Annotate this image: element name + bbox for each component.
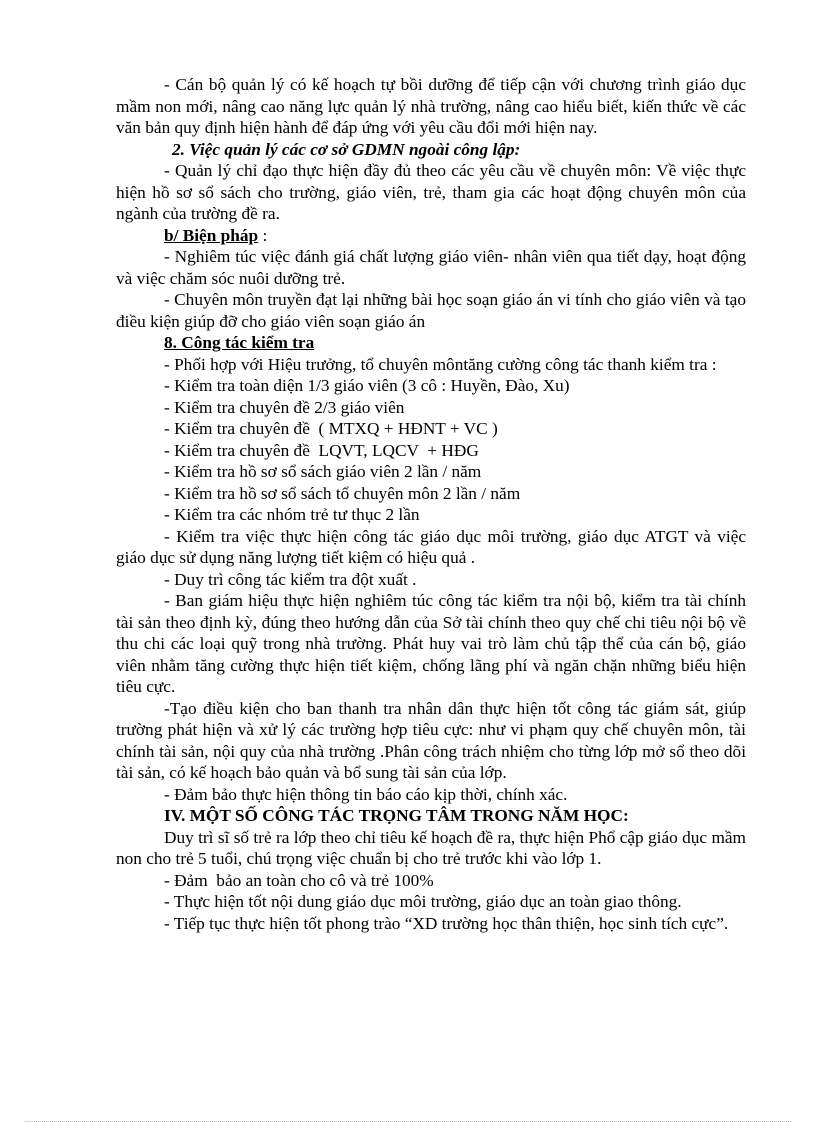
list-item: - Kiểm tra chuyên đề 2/3 giáo viên bbox=[164, 397, 405, 417]
paragraph: - Quản lý chỉ đạo thực hiện đầy đủ theo các yêu cầu về chuyên môn: Về việc thực hiện hồ sơ sổ sách cho trường, giáo viên, trẻ, tham gia các hoạt động chuyên môn của ngành của trường đề ra. bbox=[116, 161, 746, 223]
section-heading: IV. MỘT SỐ CÔNG TÁC TRỌNG TÂM TRONG NĂM HỌC: bbox=[164, 806, 629, 825]
paragraph: - Tiếp tục thực hiện tốt phong trào “XD trường học thân thiện, học sinh tích cực”. bbox=[164, 913, 729, 933]
list-item: - Kiểm tra hồ sơ sổ sách tổ chuyên môn 2 lần / năm bbox=[164, 483, 521, 503]
list-item: - Kiểm tra các nhóm trẻ tư thục 2 lần bbox=[164, 505, 420, 524]
section-heading: 2. Việc quản lý các cơ sở GDMN ngoài công lập: bbox=[172, 139, 521, 159]
paragraph: - Phối hợp với Hiệu trưởng, tổ chuyên môntăng cường công tác thanh kiểm tra : bbox=[164, 354, 717, 374]
paragraph: - Chuyên môn truyền đạt lại những bài học soạn giáo án vi tính cho giáo viên và tạo điều kiện giúp đỡ cho giáo viên soạn giáo án bbox=[116, 290, 746, 331]
paragraph: - Thực hiện tốt nội dung giáo dục môi trường, giáo dục an toàn giao thông. bbox=[164, 892, 682, 911]
list-item: - Duy trì công tác kiểm tra đột xuất . bbox=[164, 569, 417, 589]
page-divider bbox=[25, 1121, 791, 1122]
list-item: - Kiểm tra toàn diện 1/3 giáo viên (3 cô : Huyền, Đào, Xu) bbox=[164, 376, 570, 395]
paragraph: Duy trì sĩ số trẻ ra lớp theo chỉ tiêu kế hoạch đề ra, thực hiện Phổ cập giáo dục mầm non cho trẻ 5 tuổi, chú trọng việc chuẩn bị cho trẻ trước khi vào lớp 1. bbox=[116, 827, 746, 868]
paragraph: - Nghiêm túc việc đánh giá chất lượng giáo viên- nhân viên qua tiết dạy, hoạt động và việc chăm sóc nuôi dưỡng trẻ. bbox=[116, 247, 746, 288]
list-item: - Kiểm tra chuyên đề ( MTXQ + HĐNT + VC ) bbox=[164, 419, 498, 438]
paragraph: - Ban giám hiệu thực hiện nghiêm túc công tác kiểm tra nội bộ, kiểm tra tài chính tài sản theo định kỳ, đúng theo hướng dẫn của Sở tài chính theo quy chế chi tiêu nội bộ về thu chi các loại quỹ trong nhà trường. Phát huy vai trò làm chủ tập thể của cán bộ, giáo viên nhằm tăng cường thực hiện tiết kiệm, chống lãng phí và ngăn chặn những biểu hiện tiêu cực. bbox=[116, 591, 746, 696]
paragraph: - Cán bộ quản lý có kế hoạch tự bồi dưỡng để tiếp cận với chương trình giáo dục mầm non mới, nâng cao năng lực quản lý nhà trường, nâng cao hiểu biết, kiến thức về các văn bản quy định hiện hành để đáp ứng với yêu cầu đổi mới hiện nay. bbox=[116, 75, 746, 137]
section-heading: 8. Công tác kiểm tra bbox=[164, 333, 315, 352]
paragraph: - Kiểm tra việc thực hiện công tác giáo dục môi trường, giáo dục ATGT và việc giáo dục sử dụng năng lượng tiết kiệm có hiệu quả . bbox=[116, 526, 746, 567]
list-item: - Đảm bảo an toàn cho cô và trẻ 100% bbox=[164, 870, 434, 890]
list-item: - Kiểm tra hồ sơ sổ sách giáo viên 2 lần / năm bbox=[164, 462, 482, 481]
paragraph: -Tạo điều kiện cho ban thanh tra nhân dân thực hiện tốt công tác giám sát, giúp trường phát hiện và xử lý các trường hợp tiêu cực: như vi phạm quy chế chuyên môn, tài chính tài sản, nội quy của nhà trường .Phân công trách nhiệm cho từng lớp mở sổ theo dõi tài sản, có kế hoạch bảo quản và bổ sung tài sản của lớp. bbox=[116, 698, 746, 782]
list-item: - Đảm bảo thực hiện thông tin báo cáo kịp thời, chính xác. bbox=[164, 784, 568, 804]
list-item: - Kiểm tra chuyên đề LQVT, LQCV + HĐG bbox=[164, 440, 479, 460]
subsection-heading: b/ Biện pháp : bbox=[164, 225, 268, 245]
document-page bbox=[116, 74, 746, 934]
